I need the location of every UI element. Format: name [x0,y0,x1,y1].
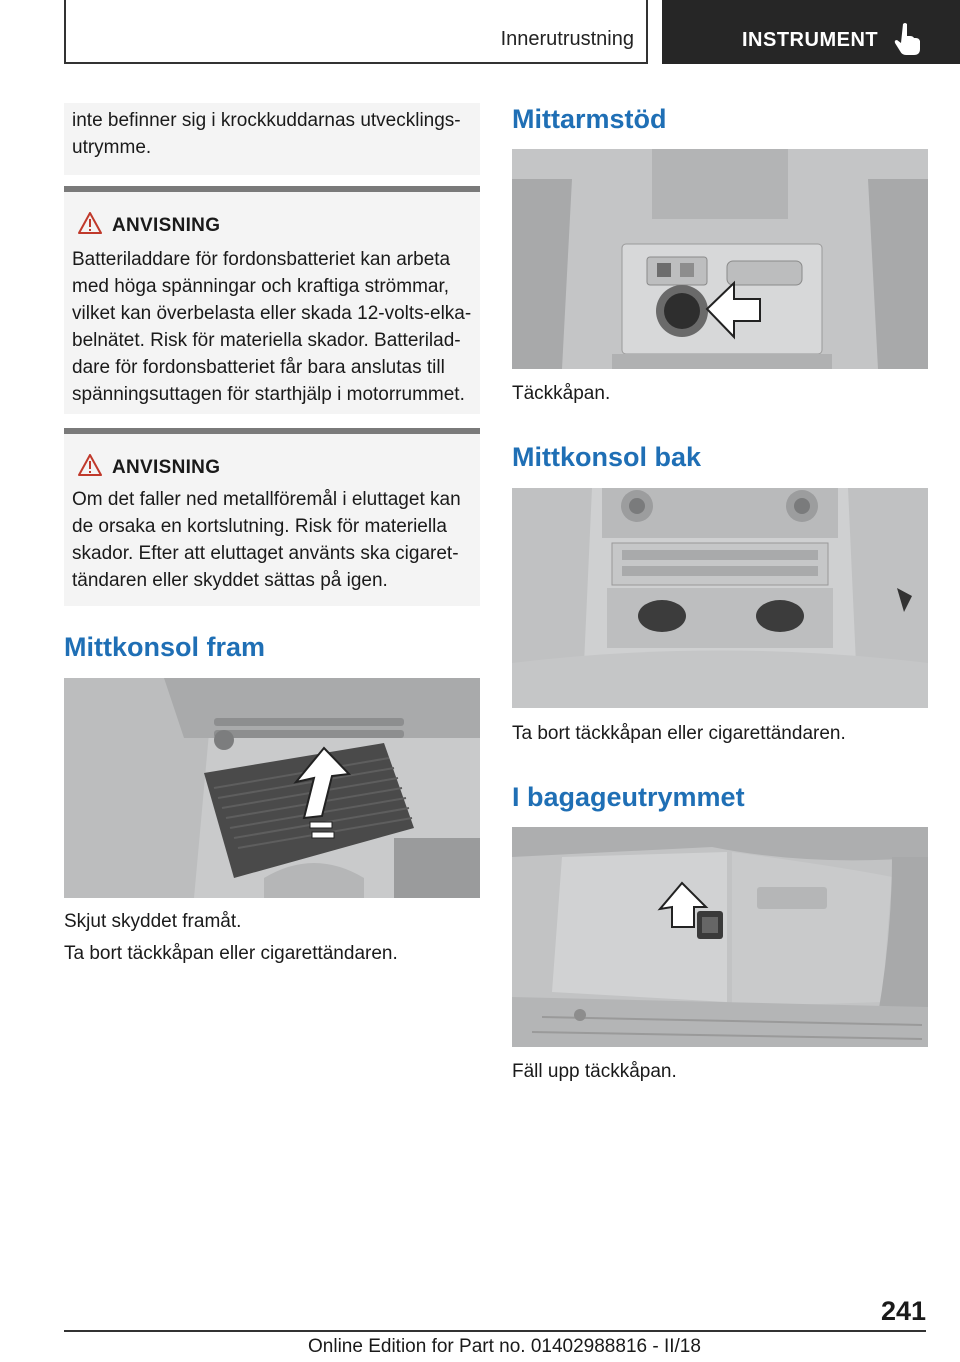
page-number: 241 [880,1296,926,1326]
heading-armrest: Mittarmstöd [512,104,667,134]
continuation-box [64,103,480,175]
edition-text: Online Edition for Part no. 01402988816 - II/18 [308,1336,701,1357]
armrest-image [512,149,928,369]
warning-triangle-icon [78,212,102,234]
notice2-box [64,434,480,606]
rear-caption: Ta bort täckkåpan eller cigarettändaren. [512,723,846,744]
header-section-title: Innerutrustning [500,28,634,50]
header-chapter-tab [662,0,960,64]
front-console-image [64,678,480,898]
notice1-title: ANVISNING [112,215,221,236]
heading-trunk: I bagageutrymmet [512,782,745,812]
notice2-body: Om det faller ned metallföremål i eluttaget kan de orsaka en kortslutning. Risk för materiella skador. Efter att eluttaget använts ska cigaret-tändaren eller skyddet sättas på igen. [72,489,461,591]
pointing-hand-icon [894,22,922,56]
front-caption-1: Skjut skyddet framåt. [64,911,242,932]
trunk-caption: Fäll upp täckkåpan. [512,1061,677,1082]
header-chapter-title: INSTRUMENT [742,29,879,51]
heading-front-console: Mittkonsol fram [64,632,266,662]
footer-rule-right [862,1330,926,1332]
footer-rule [64,1330,862,1332]
rear-console-image [512,488,928,708]
notice2-title: ANVISNING [112,457,221,478]
continuation-text: inte befinner sig i krockkuddarnas utvecklings-utrymme. [72,110,461,158]
trunk-image [512,827,928,1047]
front-caption-2: Ta bort täckkåpan eller cigarettändaren. [64,943,398,964]
notice1-box [64,192,480,414]
heading-rear-console: Mittkonsol bak [512,442,702,472]
notice1-body: Batteriladdare för fordonsbatteriet kan arbeta med höga spänningar och kraftiga strömmar, vilket kan överbelasta eller skada 12-volts-elka-belnätet. Risk för materiella skador. Batterilad-dare för fordonsbatteriet får bara anslutas till spänningsuttagen för starthjälp i motorrummet. [72,249,472,405]
armrest-caption: Täckkåpan. [512,383,611,404]
header-section-tab [64,0,648,64]
warning-triangle-icon [78,454,102,476]
